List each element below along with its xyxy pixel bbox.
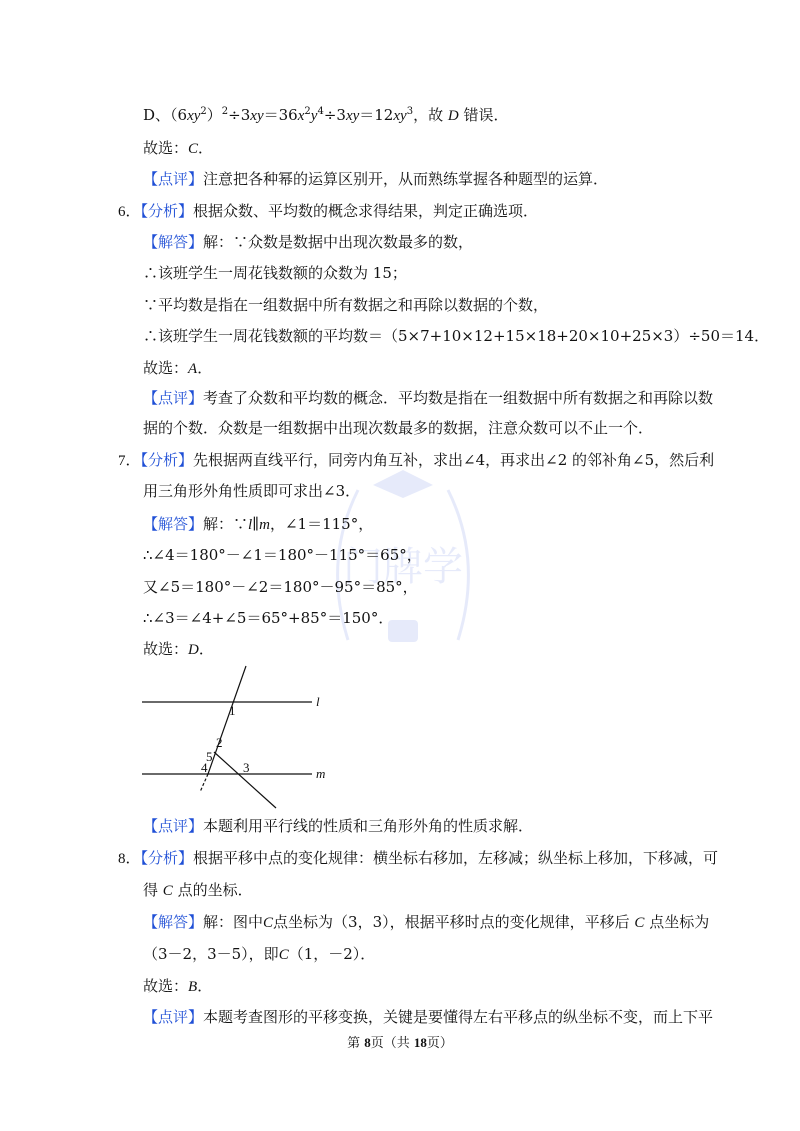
q6-line2: ∴该班学生一周花钱数额的众数为 15； bbox=[143, 264, 407, 282]
comment-tag: 【点评】 bbox=[143, 170, 204, 188]
answer-tag: 【解答】 bbox=[143, 515, 204, 533]
q7-analysis2: 用三角形外角性质即可求出∠3． bbox=[143, 482, 361, 500]
q6-comment: 【点评】考查了众数和平均数的概念．平均数是指在一组数据中所有数据之和再除以数 bbox=[143, 389, 714, 407]
page-number: 8 bbox=[364, 1035, 371, 1050]
label-l: l bbox=[316, 694, 320, 709]
q6-analysis: 6．【分析】根据众数、平均数的概念求得结果，判定正确选项． bbox=[118, 202, 539, 220]
top-comment: 【点评】注意把各种幂的运算区别开，从而熟练掌握各种题型的运算． bbox=[143, 170, 609, 188]
label-m: m bbox=[316, 766, 326, 781]
analysis-tag: 【分析】 bbox=[140, 202, 194, 220]
q6-answer: 【解答】解：∵众数是数据中出现次数最多的数， bbox=[143, 233, 474, 251]
answer-tag: 【解答】 bbox=[143, 233, 204, 251]
label-3: 3 bbox=[243, 760, 250, 775]
comment-tag: 【点评】 bbox=[143, 817, 204, 835]
q7-line2: ∴∠4＝180°－∠1＝180°－115°＝65°， bbox=[143, 546, 422, 564]
top-line-d: D、$(6xy^2)^2\div 3xy=36x^2y^4\div 3xy=12xy^3$，故 D 错误． bbox=[143, 106, 509, 124]
q7-answer: 【解答】解：∵l∥m，∠1＝115°， bbox=[143, 515, 374, 533]
label-1: 1 bbox=[229, 703, 236, 718]
q8-choose: 故选：B． bbox=[143, 977, 213, 995]
page-footer: 第 8页（共 18页） bbox=[347, 1035, 453, 1051]
q7-line3: 又∠5＝180°－∠2＝180°－95°＝85°， bbox=[143, 578, 418, 596]
q7-line4: ∴∠3＝∠4+∠5＝65°+85°＝150°． bbox=[143, 609, 394, 627]
extension-dashed bbox=[200, 774, 208, 792]
q8-comment: 【点评】本题考查图形的平移变换，关键是要懂得左右平移点的纵坐标不变，而上下平 bbox=[143, 1008, 714, 1026]
watermark-text: 门牌学 bbox=[343, 544, 463, 590]
q8-answer: 【解答】解：图中C点坐标为（3，3），根据平移时点的变化规律，平移后 C 点坐标为 bbox=[143, 913, 710, 931]
comment-tag: 【点评】 bbox=[143, 389, 204, 407]
analysis-tag: 【分析】 bbox=[140, 451, 194, 469]
q6-comment2: 据的个数．众数是一组数据中出现次数最多的数据，注意众数可以不止一个． bbox=[143, 419, 654, 437]
q6-choose: 故选：A． bbox=[143, 359, 213, 377]
q6-line4: ∴该班学生一周花钱数额的平均数＝（5×7+10×12+15×18+20×10+25×3）÷50＝14． bbox=[143, 327, 770, 345]
comment-tag: 【点评】 bbox=[143, 1008, 204, 1026]
label-2: 2 bbox=[216, 735, 223, 750]
q8-analysis2: 得 C 点的坐标． bbox=[143, 881, 253, 899]
parallel-lines-figure bbox=[140, 662, 340, 812]
q6-line3: ∵平均数是指在一组数据中所有数据之和再除以数据的个数， bbox=[143, 296, 549, 314]
analysis-tag: 【分析】 bbox=[140, 849, 194, 867]
answer-tag: 【解答】 bbox=[143, 913, 204, 931]
label-4: 4 bbox=[201, 760, 208, 775]
transversal-1 bbox=[208, 666, 246, 774]
label-5: 5 bbox=[206, 749, 213, 764]
q7-comment: 【点评】本题利用平行线的性质和三角形外角的性质求解． bbox=[143, 817, 534, 835]
q7-analysis: 7．【分析】先根据两直线平行，同旁内角互补，求出∠4，再求出∠2 的邻补角∠5，然后利 bbox=[118, 451, 715, 469]
q7-choose: 故选：D． bbox=[143, 640, 214, 658]
page-total: 18 bbox=[413, 1035, 427, 1050]
q8-line2: （3－2，3－5），即C（1，－2）． bbox=[143, 945, 376, 963]
top-choose: 故选：C． bbox=[143, 139, 214, 157]
q8-analysis: 8．【分析】根据平移中点的变化规律：横坐标右移加，左移减；纵坐标上移加，下移减，可 bbox=[118, 849, 719, 867]
